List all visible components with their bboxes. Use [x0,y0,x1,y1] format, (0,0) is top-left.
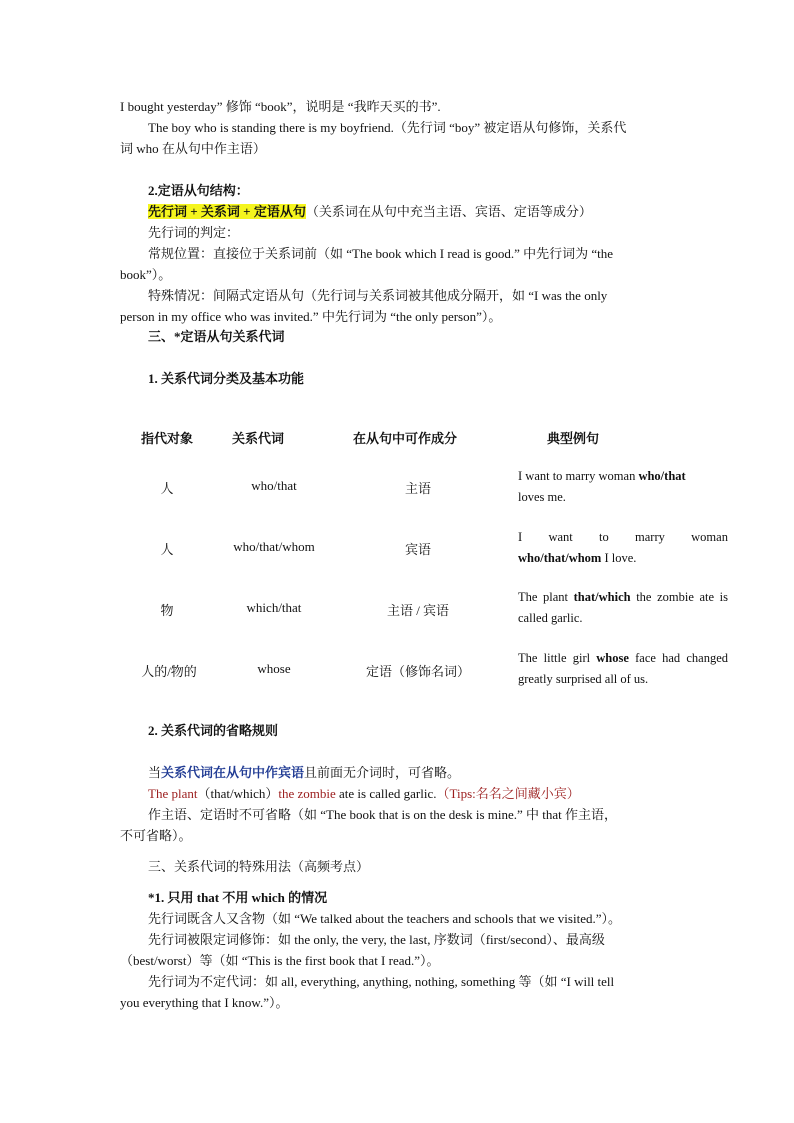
text-line: 先行词被限定词修饰：如 the only, the very, the last, 序数词（first/second）、最高级 [148,932,605,947]
table-header: 典型例句 [546,431,599,446]
example-sentence: I want to marry woman who/that/whom I love. [518,527,728,569]
text-line: 特殊情况：间隔式定语从句（先行词与关系词被其他成分隔开，如 “I was the only [148,288,608,303]
table-cell: 主语 [404,481,431,496]
formula-note: （关系词在从句中充当主语、宾语、定语等成分） [305,204,592,219]
text-line: The boy who is standing there is my boyfriend.（先行词 “boy” 被定语从句修饰，关系代 [148,120,627,135]
text-line: 先行词的判定： [148,225,240,240]
table-cell: which/that [246,600,302,615]
text-line: person in my office who was invited.” 中先行词为 “the only person”）。 [120,309,502,324]
antecedent-text: The plant [148,786,198,801]
rule-highlight: 关系代词在从句中作宾语 [161,765,305,780]
table-header: 在从句中可作成分 [352,431,457,446]
table-cell: 人 [160,542,174,557]
table-cell: 定语（修饰名词） [365,664,470,679]
table-cell: who/that/whom [233,539,315,554]
table-cell: 物 [160,603,174,618]
tip-text: （Tips:名名之间藏小宾） [436,786,580,801]
formula-line [148,203,592,221]
subsection-heading: 1. 关系代词分类及基本功能 [148,371,305,386]
section-heading: 三、关系代词的特殊用法（高频考点） [148,859,370,874]
table-header: 关系代词 [231,431,284,446]
table-cell: whose [257,661,291,676]
text-line: 先行词既含人又含物（如 “We talked about the teachers and schools that we visited.”）。 [148,911,621,926]
table-cell: 宾语 [404,542,431,557]
section-heading: 2.定语从句结构： [148,183,249,198]
text-line: （best/worst）等（如 “This is the first book that I read.”）。 [120,953,440,968]
table-header: 指代对象 [140,431,193,446]
table-cell: who/that [251,478,297,493]
text-line: book”）。 [120,267,172,282]
rule-line: 当关系代词在从句中作宾语且前面无介词时，可省略。 [148,765,461,780]
highlighted-formula: 先行词 + 关系词 + 定语从句 [148,204,306,219]
text-line: 不可省略）。 [120,828,192,843]
text-line: 常规位置：直接位于关系词前（如 “The book which I read is good.” 中先行词为 “the [148,246,614,261]
example-sentence: The plant that/which the zombie ate is called garlic. [518,590,728,625]
text-line: I bought yesterday” 修饰 “book”，说明是 “我昨天买的书”. [120,99,441,114]
subsection-heading: *1. 只用 that 不用 which 的情况 [148,890,328,905]
subject-text: the zombie [278,786,336,801]
subsection-heading: 2. 关系代词的省略规则 [148,723,279,738]
table-cell: 主语 / 宾语 [386,603,450,618]
text-line: you everything that I know.”）。 [120,995,289,1010]
text-line: 词 who 在从句中作主语） [120,141,266,156]
example-sentence: The little girl whose face had changed greatly surprised all of us. [518,651,728,686]
table-cell: 人的/物的 [141,664,197,679]
example-sentence-line: I want to marry woman [518,530,728,544]
table-cell: 人 [160,481,174,496]
example-sentence: I want to marry woman who/that loves me. [518,469,686,504]
text-line: 先行词为不定代词：如 all, everything, anything, nothing, something 等（如 “I will tell [148,974,615,989]
text-line: 作主语、定语时不可省略（如 “The book that is on the desk is mine.” 中 that 作主语， [148,807,618,822]
example-line: The plant（that/which）the zombie ate is called garlic.（Tips:名名之间藏小宾） [148,786,580,801]
section-heading: 三、*定语从句关系代词 [148,329,285,344]
